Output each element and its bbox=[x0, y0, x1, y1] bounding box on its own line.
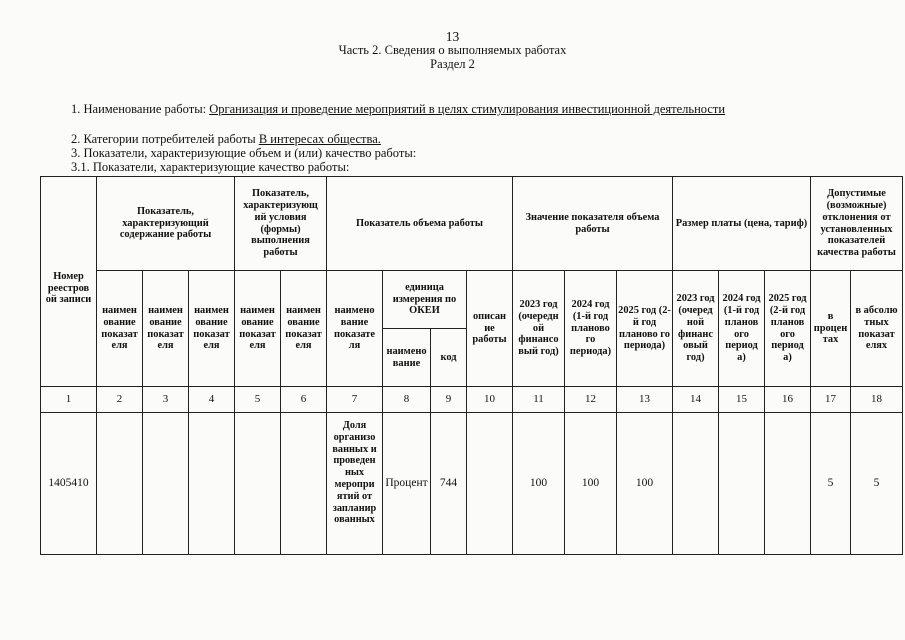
table-row bbox=[41, 413, 903, 555]
quality-table bbox=[40, 176, 903, 555]
col-number: 7 bbox=[327, 387, 383, 413]
header-reg-num: Номер реестров ой записи bbox=[41, 177, 97, 387]
col-number: 11 bbox=[513, 387, 565, 413]
subheader-fee-2025: 2025 год (2-й год планов ого период а) bbox=[765, 271, 811, 387]
cell-content-3 bbox=[189, 413, 235, 555]
indicators-line: 3. Показатели, характеризующие объем и (или) качество работы: bbox=[71, 146, 417, 160]
subheader-volume-name: наимено вание показате ля bbox=[327, 271, 383, 387]
subheader-value-2025: 2025 год (2-й год планово го периода) bbox=[617, 271, 673, 387]
subheader-unit-code: код bbox=[431, 329, 467, 387]
cell-fee-2024 bbox=[719, 413, 765, 555]
col-number: 4 bbox=[189, 387, 235, 413]
subheader-description: описан ие работы bbox=[467, 271, 513, 387]
cell-value-2023: 100 bbox=[513, 413, 565, 555]
header-fee: Размер платы (цена, тариф) bbox=[673, 177, 811, 271]
cell-value-2025: 100 bbox=[617, 413, 673, 555]
part-title: Часть 2. Сведения о выполняемых работах bbox=[338, 43, 567, 57]
cell-fee-2025 bbox=[765, 413, 811, 555]
subheader-name-4: наимен ование показат еля bbox=[235, 271, 281, 387]
col-number: 6 bbox=[281, 387, 327, 413]
quality-line: 3.1. Показатели, характеризующие качество работы: bbox=[71, 160, 350, 174]
column-number-row bbox=[41, 387, 903, 413]
subheader-name-1: наимен ование показат еля bbox=[97, 271, 143, 387]
header-volume: Показатель объема работы bbox=[327, 177, 513, 271]
subheader-unit-name: наимено вание bbox=[383, 329, 431, 387]
header-value: Значение показателя объема работы bbox=[513, 177, 673, 271]
cell-unit-code: 744 bbox=[431, 413, 467, 555]
subheader-value-2024: 2024 год (1-й год планово го периода) bbox=[565, 271, 617, 387]
subheader-name-3: наимен ование показат еля bbox=[189, 271, 235, 387]
col-number: 3 bbox=[143, 387, 189, 413]
col-number: 12 bbox=[565, 387, 617, 413]
col-number: 13 bbox=[617, 387, 673, 413]
subheader-deviation-abs: в абсолю тных показат елях bbox=[851, 271, 903, 387]
cell-content-2 bbox=[143, 413, 189, 555]
table-header-row bbox=[41, 177, 903, 271]
work-name-line bbox=[71, 102, 881, 116]
table-subheader-row bbox=[41, 271, 903, 329]
cell-reg-number: 1405410 bbox=[41, 413, 97, 555]
col-number: 8 bbox=[383, 387, 431, 413]
consumers-line bbox=[71, 132, 881, 146]
cell-unit-name: Процент bbox=[383, 413, 431, 555]
consumers-value: В интересах общества. bbox=[258, 132, 381, 146]
col-number: 15 bbox=[719, 387, 765, 413]
cell-deviation-abs: 5 bbox=[851, 413, 903, 555]
header-deviation: Допустимые (возможные) отклонения от установленных показателей качества работы bbox=[811, 177, 903, 271]
header-content: Показатель, характеризующий содержание работы bbox=[97, 177, 235, 271]
page-header bbox=[0, 30, 905, 71]
col-number: 5 bbox=[235, 387, 281, 413]
work-name-prefix: 1. Наименование работы: bbox=[71, 102, 210, 116]
cell-fee-2023 bbox=[673, 413, 719, 555]
col-number: 17 bbox=[811, 387, 851, 413]
cell-condition-2 bbox=[281, 413, 327, 555]
page-number: 13 bbox=[445, 29, 460, 44]
header-conditions: Показатель, характеризующ ий условия (формы) выполнения работы bbox=[235, 177, 327, 271]
subheader-fee-2024: 2024 год (1-й год планов ого период а) bbox=[719, 271, 765, 387]
cell-condition-1 bbox=[235, 413, 281, 555]
col-number: 14 bbox=[673, 387, 719, 413]
subheader-deviation-pct: в процен тах bbox=[811, 271, 851, 387]
col-number: 9 bbox=[431, 387, 467, 413]
subheader-name-2: наимен ование показат еля bbox=[143, 271, 189, 387]
consumers-prefix: 2. Категории потребителей работы bbox=[71, 132, 259, 146]
col-number: 2 bbox=[97, 387, 143, 413]
subheader-name-5: наимен ование показат еля bbox=[281, 271, 327, 387]
cell-description bbox=[467, 413, 513, 555]
section-title: Раздел 2 bbox=[430, 56, 475, 71]
cell-content-1 bbox=[97, 413, 143, 555]
cell-deviation-pct: 5 bbox=[811, 413, 851, 555]
subheader-value-2023: 2023 год (очередн ой финансо вый год) bbox=[513, 271, 565, 387]
work-name-value: Организация и проведение мероприятий в целях стимулирования инвестиционной деятельности bbox=[209, 102, 726, 116]
subheader-unit: единица измерения по ОКЕИ bbox=[383, 271, 467, 329]
col-number: 10 bbox=[467, 387, 513, 413]
col-number: 18 bbox=[851, 387, 903, 413]
work-description bbox=[71, 102, 881, 174]
cell-value-2024: 100 bbox=[565, 413, 617, 555]
cell-indicator-name: Доля организо ванных и проведен ных меропри ятий от запланир ованных bbox=[327, 413, 383, 555]
subheader-fee-2023: 2023 год (очеред ной финанс овый год) bbox=[673, 271, 719, 387]
col-number: 1 bbox=[41, 387, 97, 413]
col-number: 16 bbox=[765, 387, 811, 413]
